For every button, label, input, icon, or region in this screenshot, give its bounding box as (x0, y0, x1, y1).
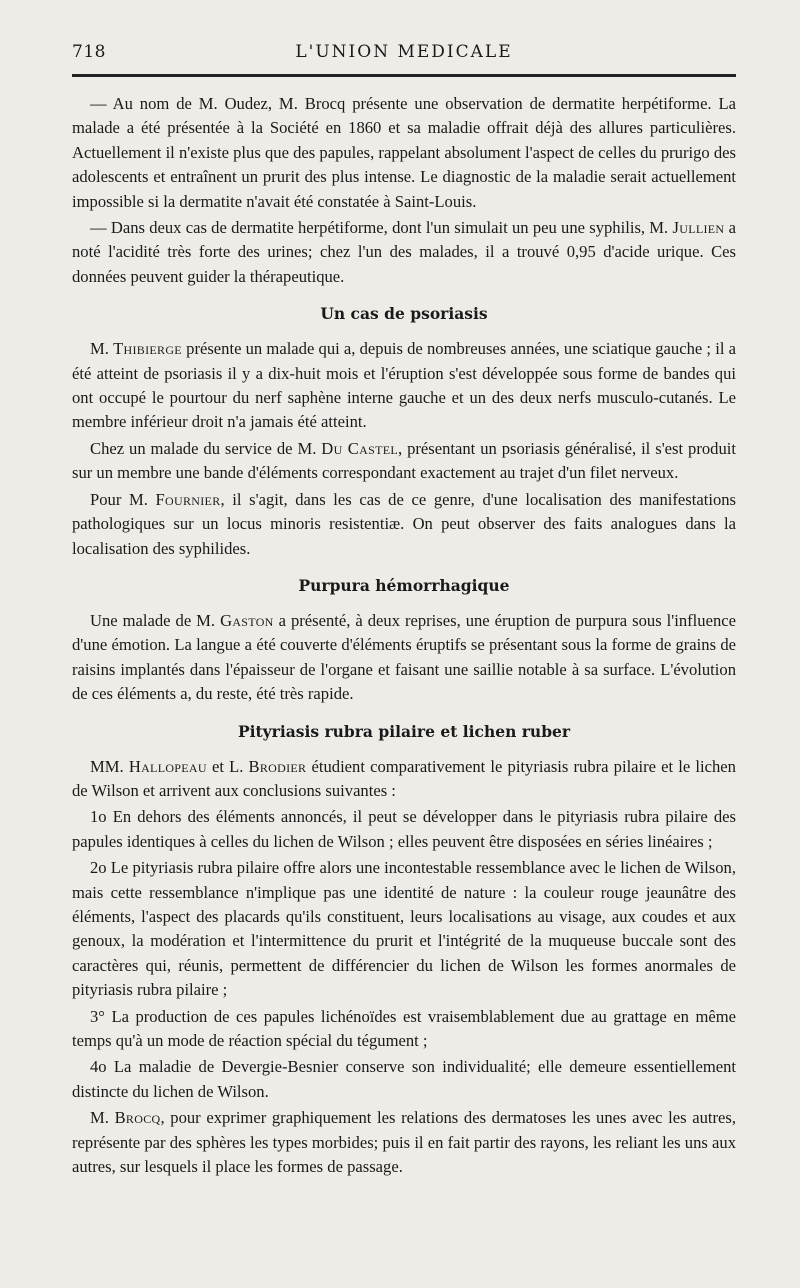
paragraph-hallopeau (72, 755, 736, 804)
author-name: Fournier (155, 489, 221, 509)
paragraph-text: a présenté, à deux reprises, une éruption de purpura sous l'influence d'une émotion. La langue a été couverte d'éléments éruptifs se présentant sous la forme de grains de raisins implantés dans l'épaisseur de l'organe et faisant une saillie notable à sa surface. L'évolution de ces éléments a, du reste, été très rapide. (72, 610, 736, 704)
running-title: L'UNION MEDICALE (295, 42, 513, 62)
header-rule (72, 74, 736, 77)
author-name: Hallopeau (128, 756, 207, 776)
paragraph-du-castel (72, 437, 736, 486)
paragraph-gaston (72, 609, 736, 707)
paragraph-text: M. (90, 1108, 109, 1128)
paragraph-text: présente un malade qui a, depuis de nombreuses années, une sciatique gauche ; il a été atteint de psoriasis il y a dix-huit mois et l'éruption s'est développée sous forme de bandes qui ont occupé le pourtour du nerf saphène interne gauche et un des deux nerfs musculo-cutanés. Le membre inférieur droit n'a jamais été atteint. (72, 339, 737, 432)
paragraph-text: — Au nom de M. Oudez, M. Brocq présente une observation de dermatite herpétiforme. La malade a été présentée à la Société en 1860 et sa maladie offrait déjà des allures particulières. Actuellement il n'existe plus que des papules, rappelant absolument l'aspect de celles du prurigo des adolescents et entraînent un prurit des plus intense. Le diagnostic de la maladie serait actuellement impossible si la dermatite n'avait été constatée à Saint-Louis. (72, 94, 736, 211)
paragraph-jullien (72, 216, 736, 289)
paragraph-text: Chez un malade du service de M. (90, 438, 317, 458)
page-header (72, 42, 736, 70)
conclusion-item: 2o Le pityriasis rubra pilaire offre alors une incontestable ressemblance avec le lichen de Wilson, mais cette ressemblance n'implique pas une identité de nature : la couleur rouge jeaunâtre des éléments, l'aspect des placards qu'ils constituent, leurs localisations au visage, aux coudes et aux genoux, la modération et l'intermittence du prurit et l'intégrité de la muqueuse buccale sont des caractères qui, réunis, permettent de différencier du lichen de Wilson les formes anormales de pityriasis rubra pilaire ; (72, 858, 736, 1000)
paragraph-thibierge (72, 337, 736, 435)
conclusion-item: 3° La production de ces papules lichénoïdes est vraisemblablement due au grattage en même temps qu'à un mode de réaction spécial du tégument ; (72, 1006, 736, 1050)
section-heading-pityriasis: Pityriasis rubra pilaire et lichen ruber (237, 721, 571, 741)
page-number: 718 (72, 42, 106, 62)
paragraph-text: — Dans deux cas de dermatite herpétiforme, dont l'un simulait un peu une syphilis, M. (90, 218, 669, 238)
paragraph-text: Une malade de M. (90, 610, 216, 630)
author-name: Thibierge (113, 339, 182, 359)
paragraph-oudez (72, 92, 736, 214)
author-name: Du Castel (321, 438, 398, 458)
author-name: Brodier (248, 756, 307, 776)
paragraph-brocq (72, 1106, 736, 1179)
paragraph-text: MM. (90, 756, 124, 776)
paragraph-text: , pour exprimer graphiquement les relations des dermatoses les unes avec les autres, représente par des sphères les types morbides; puis il en fait partir des rayons, les reliant les uns aux autres, sur lesquels il place les formes de passage. (72, 1108, 736, 1177)
author-name: Gaston (220, 610, 274, 630)
paragraph-text: , il s'agit, dans les cas de ce genre, d'une localisation des manifestations pathologiques sur un locus minoris resistentiæ. On peut observer des faits analogues dans la localisation des syphilides. (72, 489, 736, 558)
paragraph-text: étudient comparativement le pityriasis rubra pilaire et le lichen de Wilson et arrivent aux conclusions suivantes : (72, 756, 736, 800)
conclusion-item: 4o La maladie de Devergie-Besnier conserve son individualité; elle demeure essentiellement distincte du lichen de Wilson. (72, 1057, 736, 1101)
article-body (72, 92, 736, 1179)
author-name: Jullien (672, 218, 725, 238)
paragraph-text: et L. (211, 756, 244, 776)
conclusion-item: 1o En dehors des éléments annoncés, il peut se développer dans le pityriasis rubra pilaire des papules identiques à celles du lichen de Wilson ; elles peuvent être disposées en séries linéaires ; (72, 807, 736, 851)
paragraph-text: a noté l'acidité très forte des urines; chez l'un des malades, il a trouvé 0,95 d'acide urique. Ces données peuvent guider la thérapeutique. (72, 218, 736, 286)
paragraph-text: M. (90, 339, 109, 359)
section-heading-purpura: Purpura hémorrhagique (298, 575, 510, 595)
paragraph-fournier (72, 488, 736, 561)
paragraph-text: Pour M. (90, 489, 148, 509)
author-name: Brocq (114, 1108, 161, 1128)
section-heading-psoriasis: Un cas de psoriasis (320, 304, 488, 324)
paragraph-text: , présentant un psoriasis généralisé, il s'est produit sur un membre une bande d'éléments correspondant exactement au trajet d'un filet nerveux. (72, 438, 736, 483)
